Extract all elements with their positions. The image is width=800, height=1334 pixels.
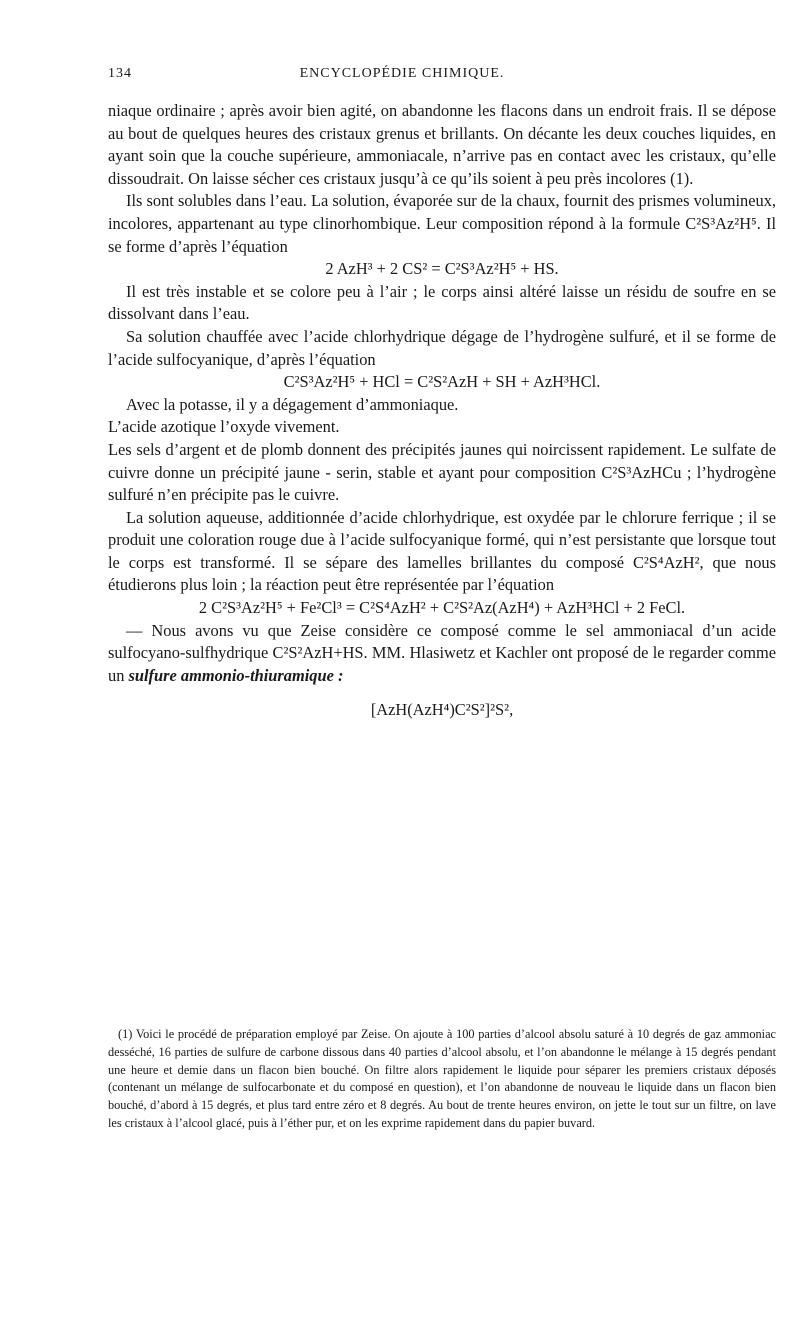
paragraph: L’acide azotique l’oxyde vivement.: [108, 417, 340, 437]
equation: C²S³Az²H⁵ + HCl = C²S²AzH + SH + AzH³HCl.: [283, 372, 601, 392]
equation: 2 C²S³Az²H⁵ + Fe²Cl³ = C²S⁴AzH² + C²S²Az(AzH⁴) + AzH³HCl + 2 FeCl.: [198, 598, 686, 618]
equation: [AzH(AzH⁴)C²S²]²S²,: [370, 700, 514, 720]
paragraph-text: — Nous avons vu que Zeise considère ce composé comme le sel ammoniacal d’un acide sulfocyano-sulfhydrique C²S²AzH+HS. MM. Hlasiwetz et Kachler ont proposé de le regarder comme un: [108, 620, 776, 685]
paragraph: Les sels d’argent et de plomb donnent des précipités jaunes qui noircissent rapidement. Le sulfate de cuivre donne un précipité jaune - serin, stable et ayant pour composition C²S³AzHCu ; l’hydrogène sulfuré n’en précipite pas le cuivre.: [108, 439, 776, 505]
page-number: 134: [108, 66, 132, 81]
footnote: (1) Voici le procédé de préparation employé par Zeise. On ajoute à 100 parties d’alcool absolu saturé à 10 degrés de gaz ammoniac desséché, 16 parties de sulfure de carbone dissous dans 40 parties d’alcool absolu, et l’on abandonne le mélange à 15 degrés pendant une heure et demie dans un flacon bien bouché. On filtre alors rapidement le liquide pour séparer les premiers cristaux déposés (contenant un mélange de sulfocarbonate et du composé en question), et l’on abandonne de nouveau le liquide dans un flacon bien bouché, d’abord à 15 degrés, et plus tard entre zéro et 8 degrés. Au bout de trente heures environ, on jette le tout sur un filtre, on lave les cristaux à l’alcool glacé, puis à l’éther pur, et on les exprime rapidement dans du papier buvard.: [108, 1027, 776, 1130]
paragraph: Avec la potasse, il y a dégagement d’ammoniaque.: [126, 394, 459, 414]
paragraph: niaque ordinaire ; après avoir bien agité, on abandonne les flacons dans un endroit frais. Il se dépose au bout de quelques heures des cristaux grenus et brillants. On décante les deux couches liquides, en ayant soin que la couche supérieure, ammoniacale, n’arrive pas en contact avec les cristaux, qu’elle dissoudrait. On laisse sécher ces cristaux jusqu’à ce qu’ils soient à peu près incolores (1).: [108, 101, 776, 188]
paragraph: Il est très instable et se colore peu à l’air ; le corps ainsi altéré laisse un résidu de soufre en se dissolvant dans l’eau.: [108, 281, 776, 324]
paragraph: Sa solution chauffée avec l’acide chlorhydrique dégage de l’hydrogène sulfuré, et il se forme de l’acide sulfocyanique, d’après l’équation: [108, 326, 776, 369]
equation: 2 AzH³ + 2 CS² = C²S³Az²H⁵ + HS.: [325, 259, 559, 279]
paragraph: La solution aqueuse, additionnée d’acide chlorhydrique, est oxydée par le chlorure ferrique ; il se produit une coloration rouge due à l’acide sulfocyanique formé, qui n’est persistante que lorsque tout le corps est transformé. Il se sépare des lamelles brillantes du composé C²S⁴AzH², que nous étudierons plus loin ; la réaction peut être représentée par l’équation: [108, 507, 776, 595]
main-text: [108, 100, 776, 735]
paragraph: Ils sont solubles dans l’eau. La solution, évaporée sur de la chaux, fournit des prismes volumineux, incolores, appartenant au type clinorhombique. Leur composition répond à la formule C²S³Az²H⁵. Il se forme d’après l’équation: [108, 191, 776, 256]
paragraph: [108, 620, 776, 688]
footnotes: [108, 1026, 776, 1133]
italic-term: sulfure ammonio-thiuramique :: [128, 665, 344, 685]
running-title: ENCYCLOPÉDIE CHIMIQUE.: [299, 66, 505, 81]
